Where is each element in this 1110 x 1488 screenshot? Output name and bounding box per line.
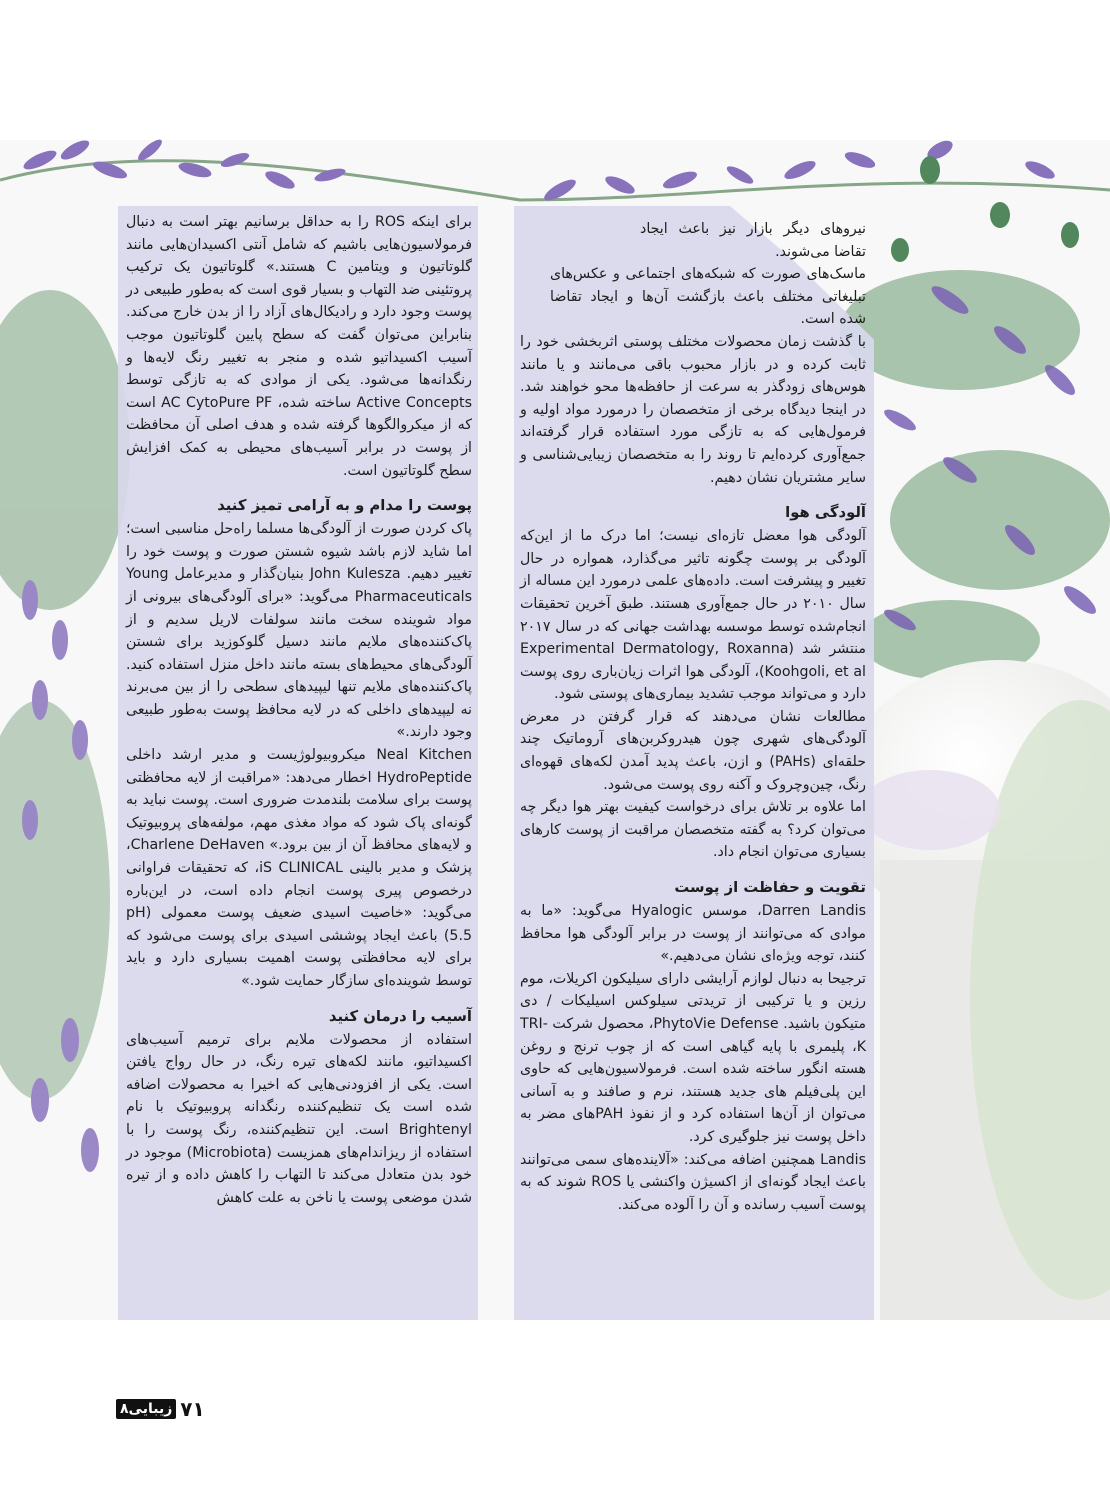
paragraph: آلودگی هوا معضل تازه‌ای نیست؛ اما درک ما از این‌که آلودگی بر پوست چگونه تاثیر می‌گذارد، همواره در حال تغییر و پیشرفت است. داده‌های علمی درمورد این مساله از سال ۲۰۱۰ در حال جمع‌آوری هستند. طبق آخرین تحقیقات انجام‌شده توسط موسسه بهداشت جهانی که در سال ۲۰۱۷ منتشر شد (Experimental Dermatology, Roxanna Koohgoli, et al)، آلودگی هوا اثرات زیان‌باری روی پوست دارد و می‌تواند موجب تشدید بیماری‌های پوستی شود. — [520, 528, 867, 703]
cream-jar-icon — [840, 660, 1110, 1320]
paragraph: ترجیحا به دنبال لوازم آرایشی دارای سیلیکون اکریلات، موم رزین و یا ترکیبی از تریدتی سیلوکس اسیلیکات / دی متیکون باشید. PhytoVie Defense، محصول شرکت TRI-K، پلیمری با پایه گیاهی است که از چوب ترنج و روغن هسته انگور ساخته شده است. فرمولاسیون‌هایی که حاوی این پلی‌فیلم های جدید هستند، نرم و صافند و به آسانی می‌توان از آن‌ها استفاده کرد و از نفوذ PAHهای مضر به داخل پوست نیز جلوگیری کرد. — [520, 970, 867, 1145]
paragraph: برای اینکه ROS را به حداقل برسانیم بهتر است به دنبال فرمولاسیون‌هایی باشیم که شامل آنتی اکسیدان‌هایی مانند گلوتاتیون و ویتامین C هستند.» گلوتاتیون یک ترکیب پروتئینی ضد التهاب و بسیار قوی است که به‌طور طبیعی در پوست وجود دارد و رادیکال‌های آزاد را از بدن خارج می‌کند. بنابراین می‌توان گفت که سطح پایین گلوتاتیون موجب آسیب اکسیداتیو شده و منجر به تغییر رنگ لایه‌ها و رنگدانه‌ها می‌شود. یکی از موادی که به تازگی توسط Active Concepts ساخته شده، AC CytoPure PF است که از میکروالگوها گرفته شده و هدف اصلی آن محافظت از پوست در برابر آسیب‌های محیطی به کمک افزایش سطح گلوتاتیون است. — [126, 214, 472, 479]
paragraph: پاک کردن صورت از آلودگی‌ها مسلما راه‌حل مناسبی است؛ اما شاید لازم باشد شیوه شستن صورت و پوست خود را تغییر دهیم. John Kulesza بنیان‌گذار و مدیرعامل Young Pharmaceuticals می‌گوید: «برای آلودگی‌های بیرونی از مواد شوینده سخت مانند سولفات لاریل سدیم و از پاک‌کننده‌های ملایم مانند دسیل گلوکوزید برای شستن آلودگی‌های محیط‌های بسته مانند داخل منزل استفاده کنید. پاک‌کننده‌های ملایم تنها لیپیدهای سطحی را از بین می‌برند نه لیپیدهای داخلی که در لایه محافظ پوست به‌طور طبیعی وجود دارند.» — [126, 521, 472, 741]
paragraph: مطالعات نشان می‌دهند که قرار گرفتن در معرض آلودگی‌های شهری چون هیدروکربن‌های آروماتیک چند حلقه‌ای (PAHs) و ازن، باعث پدید آمدن لکه‌های قهوه‌ای رنگ، چین‌وچروک و آکنه روی پوست می‌شود. — [520, 708, 867, 793]
paragraph: با گذشت زمان محصولات مختلف پوستی اثربخشی خود را ثابت کرده و در بازار محبوب باقی می‌مانند و یا مانند هوس‌های زودگذر به سرعت از حافظه‌ها محو خواهند شد. در اینجا دیدگاه برخی از متخصصان را درمورد مواد اولیه و فرمول‌هایی که به تازگی مورد استفاده قرار گرفته‌اند جمع‌آوری کرده‌ایم تا روند را به متخصصان زیبایی‌شناسی و سایر مشتریان نشان دهیم. — [520, 333, 866, 486]
article-column-left — [126, 211, 472, 1209]
page-footer — [116, 1396, 205, 1422]
section-heading: آسیب را درمان کنید — [328, 1007, 472, 1025]
section-heading: تقویت و حفاظت از پوست — [674, 879, 866, 897]
intro-text-1: نیروهای دیگر بازار نیز باعث ایجاد تقاضا می‌شوند. — [640, 221, 866, 260]
page-number: ۷۱ — [180, 1397, 205, 1421]
paragraph: اما علاوه بر تلاش برای درخواست کیفیت بهتر هوا دیگر چه می‌توان کرد؟ به گفته متخصصان مراقبت از پوست کارهای بسیاری می‌توان انجام داد. — [520, 799, 866, 861]
magazine-logo: زیبایی۸ — [116, 1399, 176, 1419]
paragraph: Darren Landis، موسس Hyalogic می‌گوید: «ما به موادی که می‌توانند از پوست در برابر آلودگی هوا محافظ کنند، توجه ویژه‌ای نشان می‌دهیم.» — [520, 903, 866, 965]
section-heading: آلودگی هوا — [785, 504, 866, 522]
paragraph: استفاده از محصولات ملایم برای ترمیم آسیب‌های اکسیداتیو، مانند لکه‌های تیره رنگ، در حال رواج یافتن است. یکی از افزودنی‌هایی که اخیرا به محصولات اضافه شده است یک تنظیم‌کننده رنگدانه پروبیوتیک با نام Brightenyl است. این تنظیم‌کننده، رنگ پوست را با استفاده از ریزاندام‌های همزیست (Microbiota) موجود در خود بدن متعادل می‌کند تا التهاب را کاهش داده و از تیره شدن موضعی پوست یا ناخن به علت کاهش — [126, 1031, 472, 1206]
section-heading: پوست را مدام و به آرامی تمیز کنید — [217, 497, 472, 515]
article-column-right — [520, 218, 866, 1216]
paragraph: Landis همچنین اضافه می‌کند: «آلاینده‌های سمی می‌توانند باعث ایجاد گونه‌ای از اکسیژن واکنشی یا ROS شوند که به پوست آسیب رسانده و آن را آلوده می‌کند. — [520, 1151, 867, 1213]
intro-text-2: ماسک‌های صورت که شبکه‌های اجتماعی و عکس‌های تبلیغاتی مختلف باعث بازگشت آن‌ها و ایجاد تقاضا شده است. — [550, 266, 866, 328]
paragraph: Neal Kitchen میکروبیولوژیست و مدیر ارشد داخلی HydroPeptide اخطار می‌دهد: «مراقبت از لایه محافظتی پوست برای سلامت بلندمدت ضروری است. پوست نباید به گونه‌ای پاک شود که مواد مغذی مهم، مولفه‌های پروبیوتیک و لایه‌های محافظ آن از بین برود.» Charlene DeHaven، پزشک و مدیر بالینی iS CLINICAL، که تحقیقات فراوانی درخصوص پیری پوست انجام داده است، در این‌باره می‌گوید: «خاصیت اسیدی ضعیف پوست معمولی (pH 5.5) باعث ایجاد پوششی اسیدی برای پوست می‌شود که برای لایه محافظتی پوست اهمیت بسیاری دارد و باید توسط شوینده‌ای سازگار حمایت شود.» — [126, 747, 473, 989]
